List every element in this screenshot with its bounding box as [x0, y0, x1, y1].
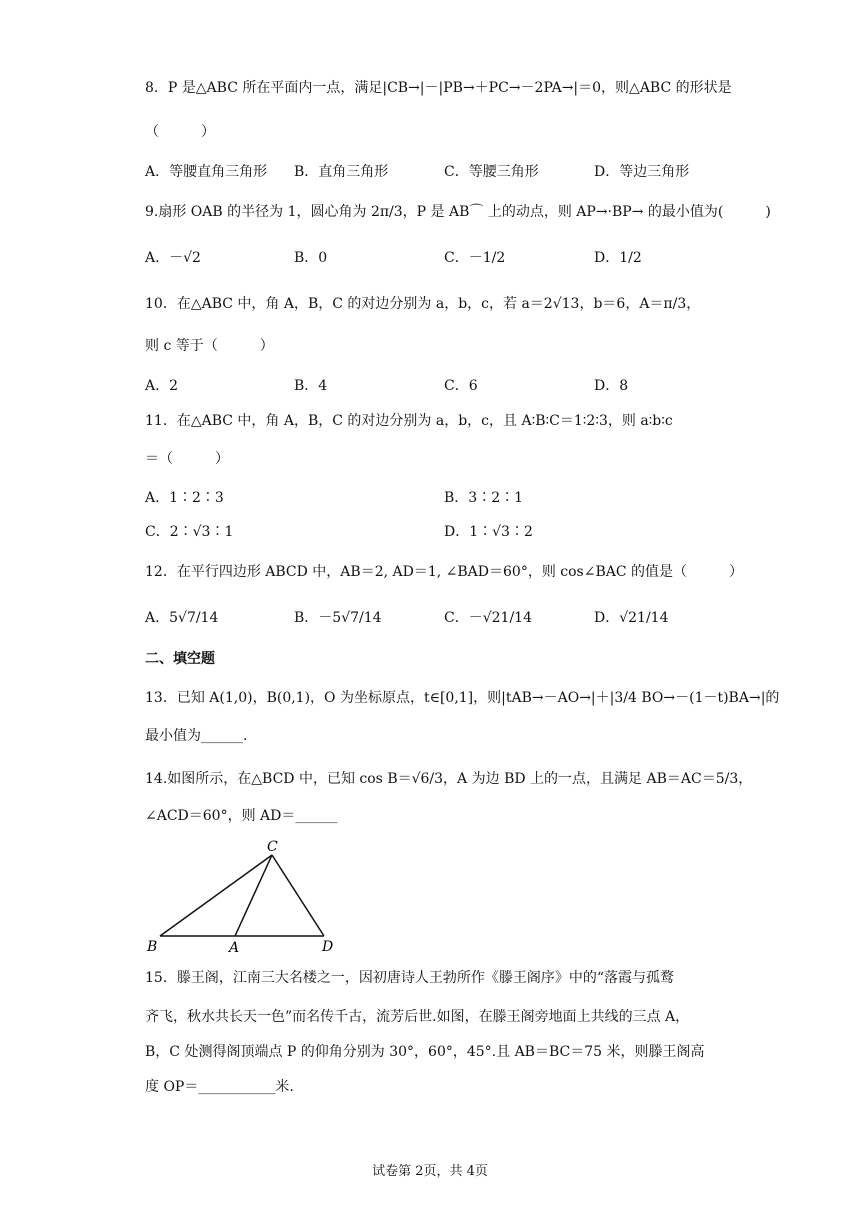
label-c: C: [267, 839, 278, 855]
q9-option-b: B．0: [294, 250, 328, 266]
q8-bracket: （ ）: [145, 124, 215, 140]
q15-stem-3: B，C 处测得阁顶端点 P 的仰角分别为 30°，60°，45°.且 AB＝BC＝75 米，则滕王阁高: [145, 1044, 705, 1060]
label-a: A: [229, 940, 240, 955]
q10-option-a: A．2: [145, 378, 179, 394]
q11-option-b: B．3∶2∶1: [444, 490, 524, 506]
page-footer: 试卷第 2页，共 4页: [372, 1164, 488, 1179]
q12-option-b: B．－5√7/14: [294, 610, 382, 626]
q11-option-c: C．2∶√3∶1: [145, 524, 234, 540]
q15-stem-1: 15．滕王阁，江南三大名楼之一，因初唐诗人王勃所作《滕王阁序》中的“落霞与孤鹜: [145, 970, 674, 986]
q8-option-b: B．直角三角形: [294, 164, 389, 180]
q10-option-d: D．8: [594, 378, 629, 394]
q15-stem-4: 度 OP＝___________米.: [145, 1079, 294, 1095]
q13-stem-2: 最小值为______.: [145, 728, 248, 744]
q15-stem-2: 齐飞，秋水共长天一色”而名传千古，流芳后世.如图，在滕王阁旁地面上共线的三点 A，: [145, 1009, 690, 1025]
q8-option-a: A．等腰直角三角形: [145, 164, 268, 180]
segment-bc: [160, 855, 272, 936]
q10-option-c: C．6: [444, 378, 478, 394]
q10-stem: 10．在△ABC 中，角 A，B，C 的对边分别为 a，b，c，若 a＝2√13，b＝6，A＝π/3，: [145, 296, 701, 312]
q14-stem: 14.如图所示，在△BCD 中，已知 cos B＝√6/3，A 为边 BD 上的一点，且满足 AB＝AC＝5/3，: [145, 771, 753, 787]
q8-option-d: D．等边三角形: [594, 164, 690, 180]
q11-stem: 11．在△ABC 中，角 A，B，C 的对边分别为 a，b，c，且 A∶B∶C＝1∶2∶3，则 a∶b∶c: [145, 413, 673, 429]
label-b: B: [147, 939, 158, 955]
q10-option-b: B．4: [294, 378, 328, 394]
q12-option-d: D．√21/14: [594, 610, 669, 626]
q9-option-c: C．－1/2: [444, 250, 506, 266]
q12-option-c: C．－√21/14: [444, 610, 532, 626]
q9-option-a: A．－√2: [145, 250, 201, 266]
q10-stem-2: 则 c 等于（ ）: [145, 338, 274, 354]
q13-stem: 13．已知 A(1,0)，B(0,1)，O 为坐标原点，t∈[0,1]，则|tAB→－AO→|＋|3/4 BO→－(1－t)BA→|的: [145, 690, 780, 706]
segment-ca: [235, 855, 272, 936]
q11-option-a: A．1∶2∶3: [145, 490, 224, 506]
q9-stem: 9.扇形 OAB 的半径为 1，圆心角为 2π/3，P 是 AB⌒ 上的动点，则 AP→·BP→ 的最小值为( ): [145, 204, 771, 220]
q11-option-d: D．1∶√3∶2: [444, 524, 533, 540]
q8-option-c: C．等腰三角形: [444, 164, 539, 180]
q12-option-a: A．5√7/14: [145, 610, 219, 626]
q11-stem-2: ＝（ ）: [145, 451, 229, 467]
q14-stem-2: ∠ACD＝60°，则 AD＝______: [145, 808, 338, 824]
section-heading: 二、填空题: [145, 651, 215, 667]
segment-cd: [272, 855, 324, 936]
q8-stem: 8．P 是△ABC 所在平面内一点，满足|CB→|－|PB→＋PC→－2PA→|＝0，则△ABC 的形状是: [145, 80, 732, 96]
q9-option-d: D．1/2: [594, 250, 642, 266]
q12-stem: 12．在平行四边形 ABCD 中，AB＝2, AD＝1, ∠BAD＝60°，则 cos∠BAC 的值是（ ）: [145, 564, 744, 580]
triangle-figure: [140, 835, 360, 955]
label-d: D: [322, 939, 334, 955]
